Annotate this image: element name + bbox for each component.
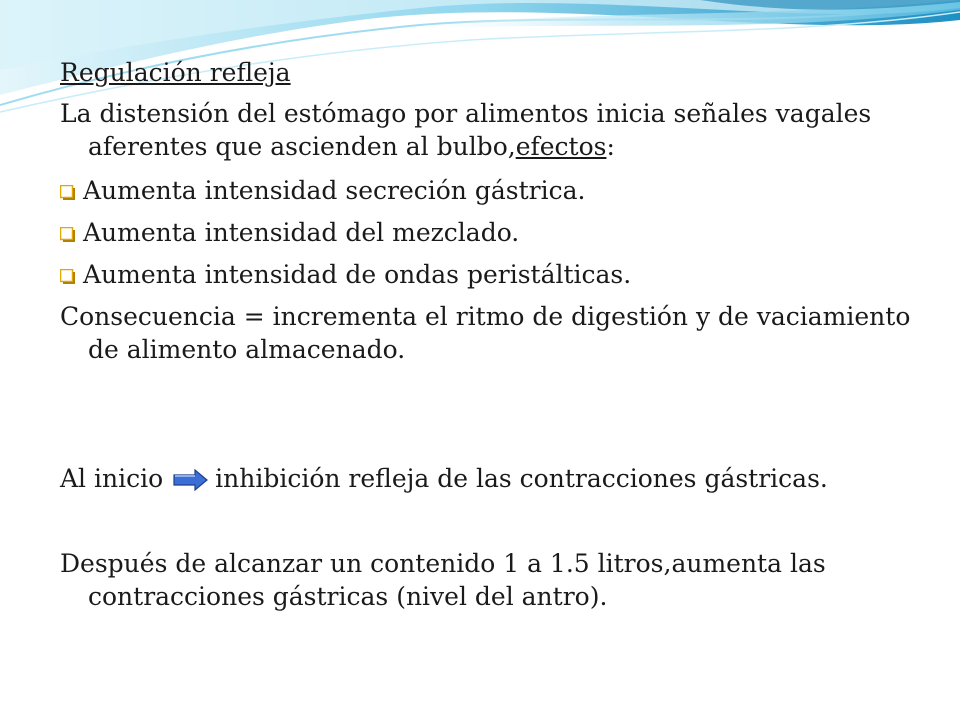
intro-underlined-text: efectos	[515, 132, 607, 161]
consequence-text: Consecuencia = incrementa el ritmo de digestión y de vaciamiento de alimento almacenado.	[60, 302, 911, 364]
square-bullet-icon	[60, 227, 75, 242]
bullet-text: Aumenta intensidad de ondas peristálticas.	[83, 260, 632, 289]
consequence-paragraph	[60, 300, 948, 366]
initial-label: Al inicio	[60, 464, 164, 493]
square-bullet-icon	[60, 185, 75, 200]
bullet-text: Aumenta intensidad del mezclado.	[83, 218, 520, 247]
heading-text: Regulación refleja	[60, 58, 291, 87]
intro-text: La distensión del estómago por alimentos inicia señales vagales aferentes que ascienden al bulbo,	[60, 99, 872, 161]
intro-after-text: :	[606, 132, 615, 161]
right-arrow-icon	[173, 467, 209, 500]
bullet-item	[60, 174, 920, 207]
intro-paragraph	[60, 97, 948, 163]
initial-text: inhibición refleja de las contracciones gástricas.	[215, 464, 828, 493]
bullet-item	[60, 258, 920, 291]
initial-line	[60, 462, 920, 500]
after-text: Después de alcanzar un contenido 1 a 1.5 litros,aumenta las contracciones gástricas (nivel del antro).	[60, 549, 826, 611]
square-bullet-icon	[60, 269, 75, 284]
slide-heading	[60, 56, 920, 89]
after-paragraph	[60, 547, 948, 613]
bullet-item	[60, 216, 920, 249]
bullet-text: Aumenta intensidad secreción gástrica.	[83, 176, 586, 205]
